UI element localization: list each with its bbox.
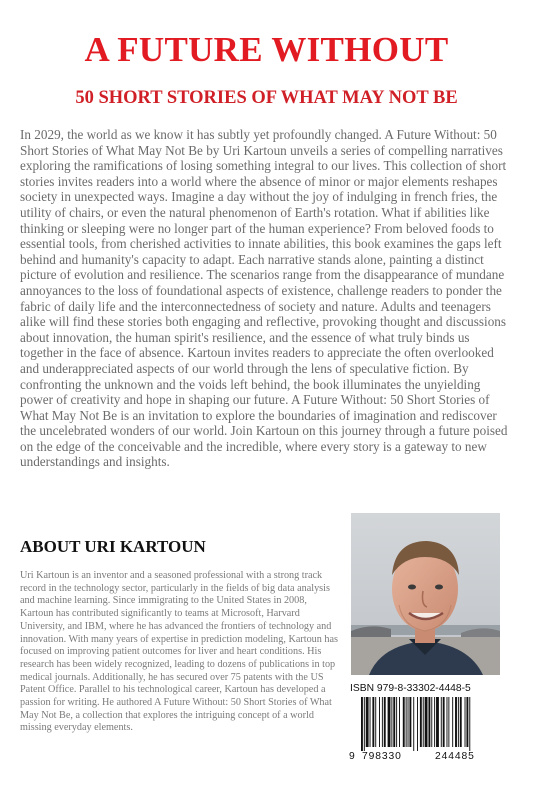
barcode-bar [469, 697, 470, 751]
barcode-bar [361, 697, 363, 751]
barcode-bar [448, 697, 449, 747]
barcode-bar [428, 697, 430, 747]
barcode-bar [391, 697, 392, 747]
barcode-bar [443, 697, 445, 747]
barcode-bar [460, 697, 462, 747]
book-title: A FUTURE WITHOUT [84, 30, 449, 69]
author-portrait-illustration [351, 513, 500, 675]
barcode-bar [366, 697, 369, 747]
barcode-bar [452, 697, 453, 747]
barcode-group-2: 244485 [435, 751, 475, 762]
barcode-icon [349, 697, 507, 751]
barcode-bar [406, 697, 407, 747]
barcode-bar [425, 697, 428, 747]
barcode-bar [434, 697, 435, 747]
barcode-bar [384, 697, 386, 747]
barcode-bar [388, 697, 391, 747]
barcode-bar [420, 697, 422, 747]
barcode-bar [455, 697, 457, 747]
barcode-bar [375, 697, 376, 747]
barcode-bar [364, 697, 365, 751]
barcode-lead-digit: 9 [349, 751, 356, 762]
author-bio: Uri Kartoun is an inventor and a seasoned professional with a strong track record in the technology sector, particularly in the fields of big data analysis and machine learning. Since immigrating to the United States in 2008, Kartoun has contributed significantly to teams at Microsoft, Harvard University, and IBM, where he has advanced the frontiers of technology and innovation. With many years of expertise in prediction modeling, Kartoun has focused on improving patient outcomes for liver and heart conditions. His research has been widely recognized, leading to dozens of publications in top medical journals. Additionally, he has secured over 75 patents with the US Patent Office. Parallel to his technological career, Kartoun has developed a passion for writing. He authored A Future Without: 50 Short Stories of What May Not Be, a collection that explores the intriguing concept of a world missing everyday elements. [20, 570, 338, 734]
barcode-bar [409, 697, 411, 747]
author-photo [351, 513, 500, 675]
barcode-group-1: 798330 [362, 751, 402, 762]
barcode-bar [382, 697, 383, 747]
barcode-bar [436, 697, 439, 747]
barcode-bar [447, 697, 448, 747]
book-subtitle: 50 SHORT STORIES OF WHAT MAY NOT BE [75, 88, 458, 108]
book-description: In 2029, the world as we know it has subtly yet profoundly changed. A Future Without: 50 Short Stories of What May Not Be by Uri Kartoun unveils a series of compelling narratives exploring the ramifications of losing something integral to our lives. This collection of short stories invites readers into a world where the absence of minor or major elements reshapes society in unexpected ways. Imagine a day without the joy of indulging in french fries, the utility of chairs, or even the natural phenomenon of Earth's rotation. What if abilities like thinking or sleeping were no longer part of the human experience? From beloved foods to essential tools, from cherished activities to innate abilities, this book examines the gaps left behind and humanity's capacity to adapt. Each narrative stands alone, painting a distinct picture of evolution and resilience. The scenarios range from the disappearance of mundane annoyances to the loss of foundational aspects of existence, challenge readers to ponder the fabric of daily life and the interconnectedness of society and nature. Adults and teenagers alike will find these stories both engaging and reflective, provoking thought and discussions about innovation, the human spirit's resilience, and the essence of what truly binds us together in the face of absence. Kartoun invites readers to appreciate the often overlooked and underappreciated aspects of our world through the lens of speculative fiction. By confronting the unknown and the voids left behind, the book illuminates the unyielding power of creativity and hope in shaping our future. A Future Without: 50 Short Stories of What May Not Be is an invitation to explore the boundaries of imagination and rediscover the uncelebrated wonders of our world. Join Kartoun on this journey through a future poised on the edge of the conceivable and the incredible, where every story is a gateway to new understandings and insights. [20, 127, 508, 470]
barcode-bar [393, 697, 395, 747]
barcode-bar [399, 697, 400, 747]
barcode-bar [417, 697, 418, 751]
barcode-bar [413, 697, 414, 751]
barcode-bar [431, 697, 432, 747]
barcode-bar [408, 697, 409, 747]
barcode-bar [466, 697, 468, 747]
barcode-bar [458, 697, 459, 747]
barcode-bar [403, 697, 405, 747]
barcode-bar [441, 697, 442, 747]
barcode-bar [396, 697, 397, 747]
barcode-bar [372, 697, 374, 747]
barcode-bar [423, 697, 424, 747]
barcode-bar [370, 697, 371, 747]
barcode-bar [465, 697, 466, 747]
about-author-heading: ABOUT URI KARTOUN [20, 537, 206, 556]
barcode-bar [379, 697, 380, 747]
isbn-label: ISBN 979-8-33302-4448-5 [350, 683, 471, 694]
